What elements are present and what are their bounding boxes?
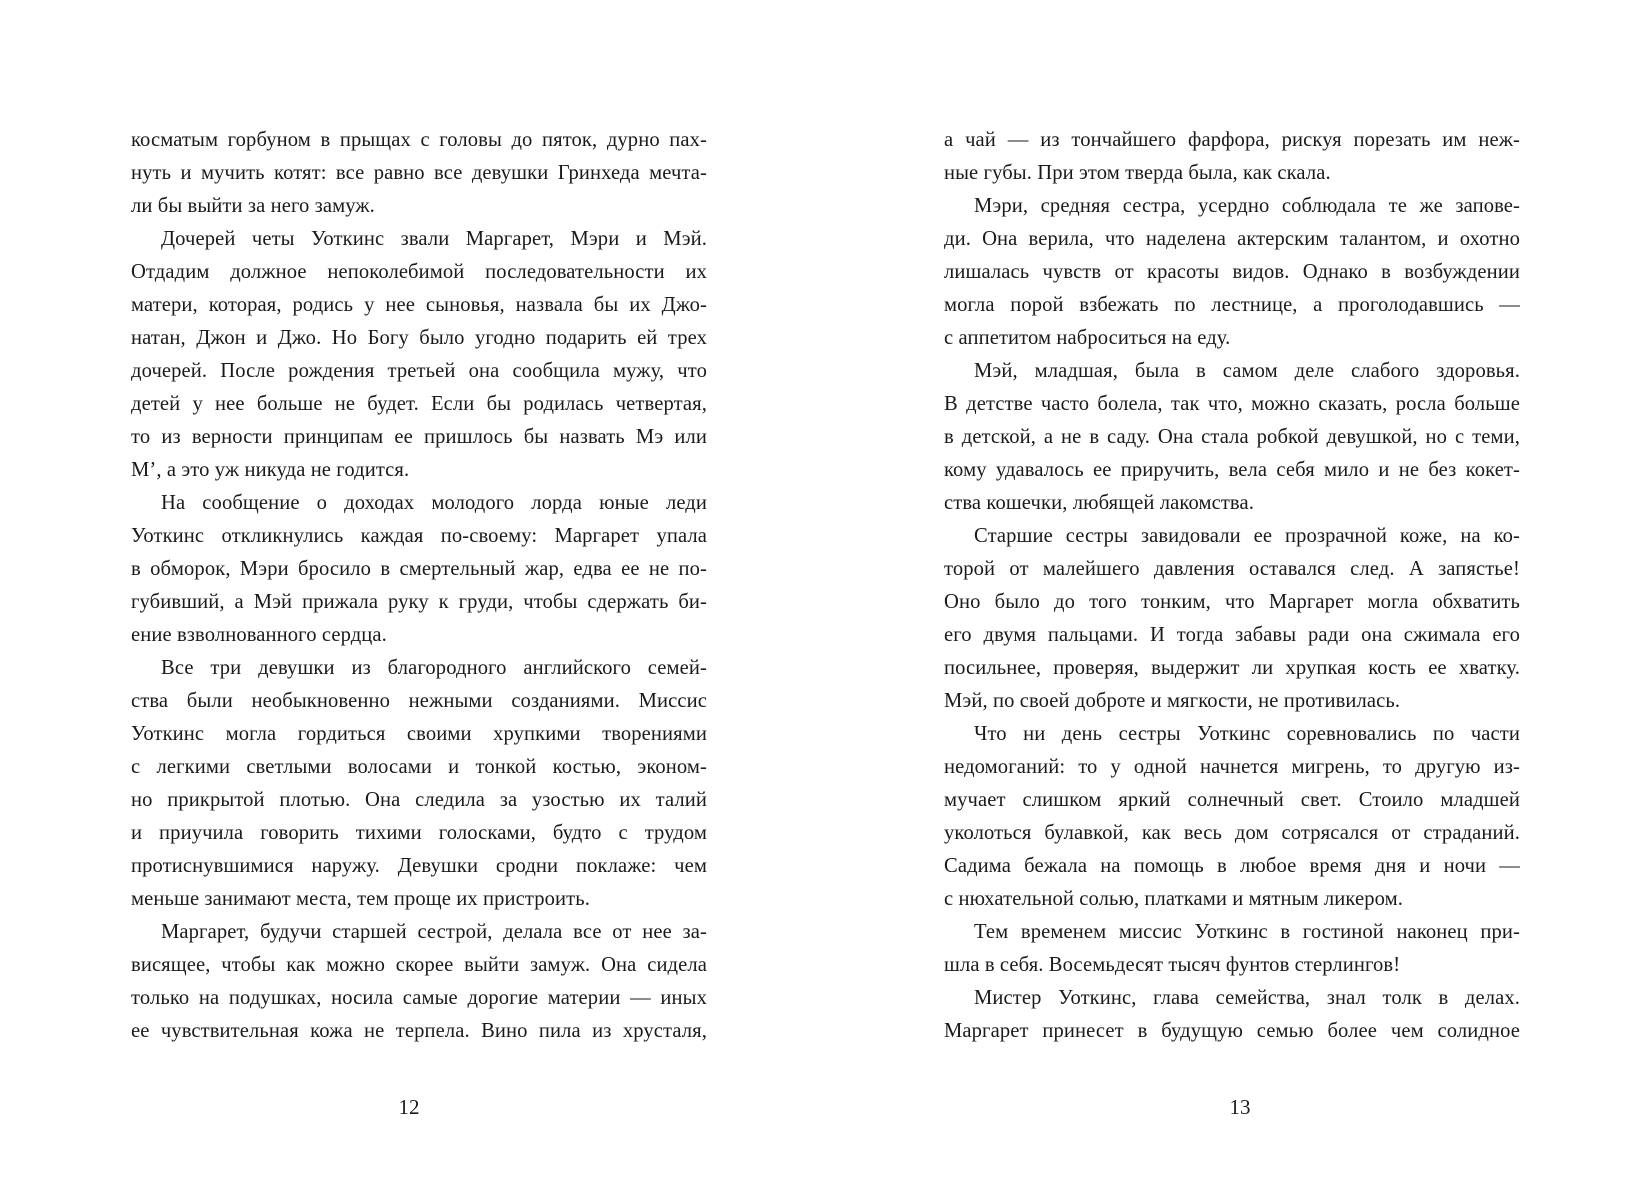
text-line: шла в себя. Восемьдесят тысяч фунтов стерлингов! <box>944 954 1401 976</box>
text-line: Уоткинс откликнулись каждая по-своему: Маргарет упала <box>131 525 707 547</box>
text-line: На сообщение о доходах молодого лорда юные леди <box>161 492 707 514</box>
right-page-text <box>944 124 1520 1048</box>
text-line: Уоткинс могла гордиться своими хрупкими творениями <box>131 723 707 745</box>
text-line: М’, а это уж никуда не годится. <box>131 459 410 481</box>
text-line: Маргарет принесет в будущую семью более чем солидное <box>944 1020 1520 1042</box>
text-line: ение взволнованного сердца. <box>131 624 387 646</box>
text-line: то из верности принципам ее пришлось бы назвать Мэ или <box>131 426 707 448</box>
text-line: Мэй, по своей доброте и мягкости, не противилась. <box>944 690 1401 712</box>
text-line: Садима бежала на помощь в любое время дня и ночи — <box>944 855 1520 877</box>
text-line: а чай — из тончайшего фарфора, рискуя порезать им неж- <box>944 129 1520 151</box>
text-line: ства кошечки, любящей лакомства. <box>944 492 1254 514</box>
text-line: Оно было до того тонким, что Маргарет могла обхватить <box>944 591 1520 613</box>
text-line: торой от малейшего давления оставался след. А запястье! <box>944 558 1520 580</box>
text-line: мучает слишком яркий солнечный свет. Стоило младшей <box>944 789 1520 811</box>
text-line: его двумя пальцами. И тогда забавы ради она сжимала его <box>944 624 1520 646</box>
text-line: матери, которая, родись у нее сыновья, назвала бы их Джо- <box>131 294 707 316</box>
left-page-number: 12 <box>398 1095 420 1119</box>
text-line: Мэри, средняя сестра, усердно соблюдала те же запове- <box>974 195 1520 217</box>
text-line: но прикрытой плотью. Она следила за узостью их талий <box>131 789 707 811</box>
text-line: Отдадим должное непоколебимой последовательности их <box>131 261 707 283</box>
text-line: лишалась чувств от красоты видов. Однако в возбуждении <box>944 261 1520 283</box>
text-line: натан, Джон и Джо. Но Богу было угодно подарить ей трех <box>131 327 707 349</box>
text-line: с аппетитом наброситься на еду. <box>944 327 1231 349</box>
text-line: Тем временем миссис Уоткинс в гостиной наконец при- <box>974 921 1520 943</box>
text-line: Что ни день сестры Уоткинс соревновались по части <box>974 723 1520 745</box>
text-line: Мистер Уоткинс, глава семейства, знал толк в делах. <box>974 987 1520 1009</box>
text-line: ные губы. При этом тверда была, как скала. <box>944 162 1331 184</box>
text-line: протиснувшимися наружу. Девушки сродни поклаже: чем <box>131 855 707 877</box>
text-line: в детской, а не в саду. Она стала робкой девушкой, но с теми, <box>944 426 1520 448</box>
text-line: дочерей. После рождения третьей она сообщила мужу, что <box>131 360 707 382</box>
text-line: Дочерей четы Уоткинс звали Маргарет, Мэри и Мэй. <box>161 228 707 250</box>
right-page-number: 13 <box>1229 1095 1251 1119</box>
text-line: Мэй, младшая, была в самом деле слабого здоровья. <box>974 360 1520 382</box>
text-line: нуть и мучить котят: все равно все девушки Гринхеда мечта- <box>131 162 707 184</box>
right-page <box>821 0 1642 1181</box>
text-line: могла порой взбежать по лестнице, а проголодавшись — <box>944 294 1520 316</box>
text-line: уколоться булавкой, как весь дом сотрясался от страданий. <box>944 822 1520 844</box>
text-line: косматым горбуном в прыщах с головы до пяток, дурно пах- <box>131 129 707 151</box>
text-line: В детстве часто болела, так что, можно сказать, росла больше <box>944 393 1520 415</box>
text-line: в обморок, Мэри бросило в смертельный жар, едва ее не по- <box>131 558 707 580</box>
text-line: меньше занимают места, тем проще их пристроить. <box>131 888 590 910</box>
text-line: недомоганий: то у одной начнется мигрень, то другую из- <box>944 756 1520 778</box>
text-line: ди. Она верила, что наделена актерским талантом, и охотно <box>944 228 1520 250</box>
text-line: посильнее, проверяя, выдержит ли хрупкая кость ее хватку. <box>944 657 1520 679</box>
left-page-text <box>131 124 707 1048</box>
text-line: ства были необыкновенно нежными созданиями. Миссис <box>131 690 707 712</box>
text-line: ли бы выйти за него замуж. <box>131 195 375 217</box>
text-line: Старшие сестры завидовали ее прозрачной коже, на ко- <box>974 525 1520 547</box>
text-line: висящее, чтобы как можно скорее выйти замуж. Она сидела <box>131 954 707 976</box>
text-line: ее чувствительная кожа не терпела. Вино пила из хрусталя, <box>131 1020 707 1042</box>
text-line: детей у нее больше не будет. Если бы родилась четвертая, <box>131 393 707 415</box>
text-line: кому удавалось ее приручить, вела себя мило и не без кокет- <box>944 459 1520 481</box>
text-line: только на подушках, носила самые дорогие материи — иных <box>131 987 707 1009</box>
text-line: Маргарет, будучи старшей сестрой, делала все от нее за- <box>161 921 707 943</box>
text-line: с нюхательной солью, платками и мятным ликером. <box>944 888 1403 910</box>
text-line: губивший, а Мэй прижала руку к груди, чтобы сдержать би- <box>131 591 707 613</box>
text-line: с легкими светлыми волосами и тонкой костью, эконом- <box>131 756 707 778</box>
text-line: Все три девушки из благородного английского семей- <box>161 657 707 679</box>
text-line: и приучила говорить тихими голосками, будто с трудом <box>131 822 707 844</box>
